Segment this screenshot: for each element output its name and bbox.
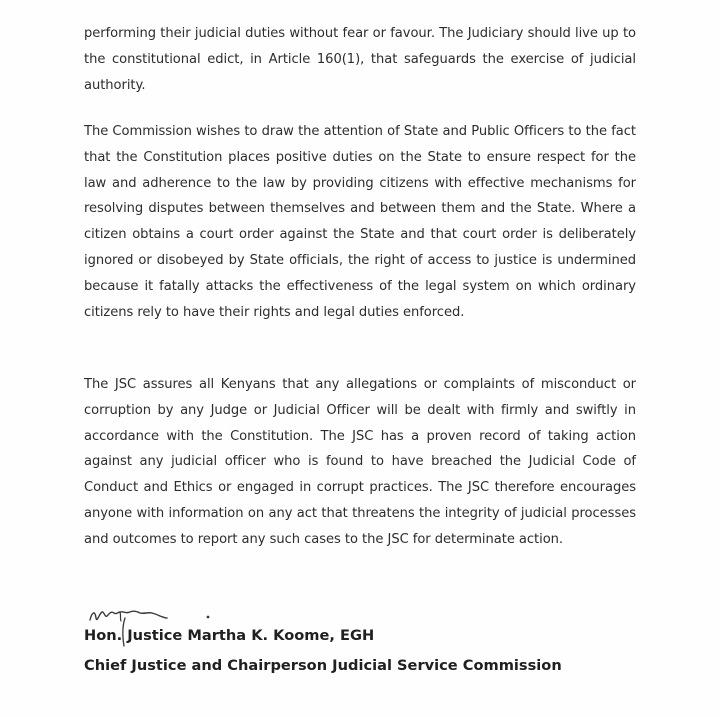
- signatory-name: Hon. Justice Martha K. Koome, EGH: [84, 627, 375, 644]
- signatory-title: Chief Justice and Chairperson Judicial Service Commission: [84, 657, 562, 674]
- paragraph-jsc-assurance: The JSC assures all Kenyans that any allegations or complaints of misconduct or corruption by any Judge or Judicial Officer will be dealt with firmly and swiftly in accordance with the Constitution. The JSC has a proven record of taking action against any judicial officer who is found to have breached the Judicial Code of Conduct and Ethics or engaged in corrupt practices. The JSC therefore encourages anyone with information on any act that threatens the integrity of judicial processes and outcomes to report any such cases to the JSC for determinate action.: [84, 377, 636, 547]
- paragraph-judicial-duties: performing their judicial duties without fear or favour. The Judiciary should live up to the constitutional edict, in Article 160(1), that safeguards the exercise of judicial authority.: [84, 26, 636, 93]
- paragraph-state-duties: The Commission wishes to draw the attention of State and Public Officers to the fact that the Constitution places positive duties on the State to ensure respect for the law and adherence to the law by providing citizens with effective mechanisms for resolving disputes between themselves and between them and the State. Where a citizen obtains a court order against the State and that court order is deliberately ignored or disobeyed by State officials, the right of access to justice is undermined because it fatally attacks the effectiveness of the legal system on which ordinary citizens rely to have their rights and legal duties enforced.: [84, 124, 636, 320]
